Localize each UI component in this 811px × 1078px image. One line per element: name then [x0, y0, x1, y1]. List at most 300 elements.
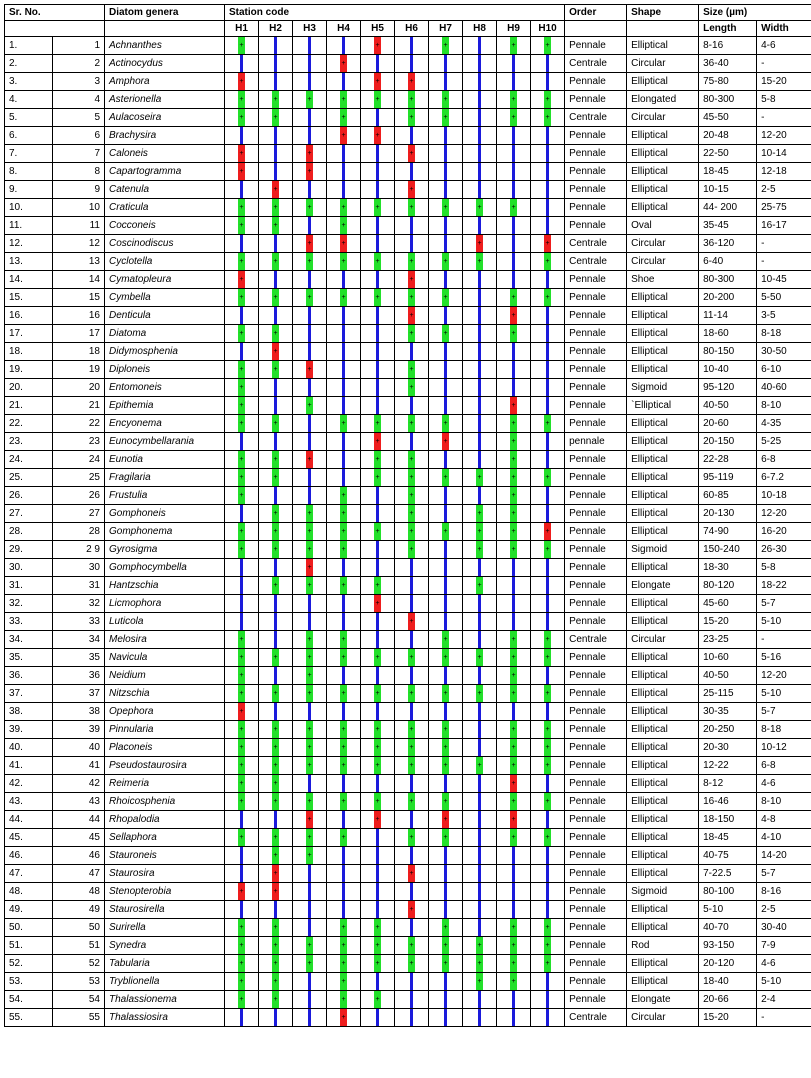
table-row — [5, 901, 811, 919]
station-cell-h4 — [327, 595, 361, 613]
width-cell: 8-10 — [757, 397, 811, 415]
present-mark: + — [340, 919, 347, 936]
station-cell-h8 — [463, 775, 497, 793]
station-cell-h4 — [327, 325, 361, 343]
serial-cell: 39 — [53, 721, 105, 739]
station-cell-h2 — [259, 307, 293, 325]
table-row — [5, 829, 811, 847]
station-cell-h9 — [497, 847, 531, 865]
present-mark: + — [442, 91, 449, 108]
width-cell: - — [757, 631, 811, 649]
station-line — [512, 361, 515, 378]
shape-cell: Sigmoid — [627, 541, 699, 559]
present-mark: + — [408, 325, 415, 342]
station-cell-h9 — [497, 703, 531, 721]
present-mark: + — [272, 361, 279, 378]
table-row — [5, 379, 811, 397]
genus-cell: Rhoicosphenia — [105, 793, 225, 811]
station-cell-h2 — [259, 631, 293, 649]
station-line — [342, 397, 345, 414]
present-mark: + — [442, 739, 449, 756]
width-cell: 4-6 — [757, 37, 811, 55]
station-line — [342, 271, 345, 288]
genus-cell: Cymatopleura — [105, 271, 225, 289]
station-line — [240, 865, 243, 882]
serial-cell: 27 — [53, 505, 105, 523]
station-cell-h8 — [463, 703, 497, 721]
station-cell-h8 — [463, 325, 497, 343]
width-cell: 6-7.2 — [757, 469, 811, 487]
station-line — [410, 37, 413, 54]
sr-no-cell: 35. — [5, 649, 53, 667]
present-mark: + — [476, 757, 483, 774]
present-mark: + — [306, 253, 313, 270]
station-cell-h4 — [327, 955, 361, 973]
present-mark: + — [408, 739, 415, 756]
station-line — [546, 343, 549, 360]
station-cell-h7 — [429, 91, 463, 109]
station-line — [546, 883, 549, 900]
sr-no-cell: 41. — [5, 757, 53, 775]
station-line — [478, 109, 481, 126]
station-cell-h7 — [429, 937, 463, 955]
station-line — [376, 973, 379, 990]
sr-no-cell: 43. — [5, 793, 53, 811]
order-cell: Pennale — [565, 415, 627, 433]
station-cell-h10 — [531, 559, 565, 577]
station-cell-h1 — [225, 631, 259, 649]
order-cell: Pennale — [565, 937, 627, 955]
station-cell-h2 — [259, 793, 293, 811]
present-mark: + — [544, 955, 551, 972]
station-cell-h7 — [429, 577, 463, 595]
length-cell: 20-66 — [699, 991, 757, 1009]
station-cell-h3 — [293, 595, 327, 613]
station-line — [342, 667, 345, 684]
station-cell-h2 — [259, 865, 293, 883]
present-mark: + — [408, 109, 415, 126]
width-cell: 14-20 — [757, 847, 811, 865]
dominant-mark: + — [374, 595, 381, 612]
present-mark: + — [272, 415, 279, 432]
serial-cell: 41 — [53, 757, 105, 775]
station-cell-h10 — [531, 721, 565, 739]
present-mark: + — [272, 253, 279, 270]
genus-cell: Staurosira — [105, 865, 225, 883]
station-line — [410, 217, 413, 234]
width-cell: 8-18 — [757, 325, 811, 343]
station-line — [478, 847, 481, 864]
station-cell-h7 — [429, 595, 463, 613]
sr-no-cell: 42. — [5, 775, 53, 793]
station-cell-h7 — [429, 793, 463, 811]
present-mark: + — [510, 829, 517, 846]
station-line — [478, 739, 481, 756]
station-cell-h1 — [225, 397, 259, 415]
table-row — [5, 91, 811, 109]
station-code-header: Station code — [225, 5, 565, 21]
present-mark: + — [476, 541, 483, 558]
sr-no-cell: 12. — [5, 235, 53, 253]
station-cell-h2 — [259, 505, 293, 523]
station-cell-h1 — [225, 181, 259, 199]
present-mark: + — [340, 487, 347, 504]
station-line — [410, 127, 413, 144]
length-cell: 80-120 — [699, 577, 757, 595]
station-cell-h4 — [327, 901, 361, 919]
station-cell-h8 — [463, 379, 497, 397]
station-line — [478, 721, 481, 738]
station-cell-h8 — [463, 487, 497, 505]
present-mark: + — [476, 505, 483, 522]
station-line — [546, 451, 549, 468]
table-row — [5, 307, 811, 325]
sr-no-cell: 15. — [5, 289, 53, 307]
station-cell-h9 — [497, 253, 531, 271]
genus-cell: Diploneis — [105, 361, 225, 379]
dominant-mark: + — [510, 307, 517, 324]
station-cell-h10 — [531, 271, 565, 289]
station-cell-h8 — [463, 649, 497, 667]
serial-cell: 48 — [53, 883, 105, 901]
order-cell: Pennale — [565, 883, 627, 901]
present-mark: + — [510, 469, 517, 486]
serial-cell: 11 — [53, 217, 105, 235]
station-cell-h5 — [361, 325, 395, 343]
station-cell-h3 — [293, 703, 327, 721]
station-cell-h3 — [293, 451, 327, 469]
serial-cell: 30 — [53, 559, 105, 577]
genus-cell: Surirella — [105, 919, 225, 937]
station-cell-h9 — [497, 289, 531, 307]
station-cell-h7 — [429, 757, 463, 775]
dominant-mark: + — [238, 73, 245, 90]
present-mark: + — [408, 199, 415, 216]
station-cell-h9 — [497, 487, 531, 505]
station-cell-h2 — [259, 163, 293, 181]
table-row — [5, 775, 811, 793]
station-cell-h7 — [429, 199, 463, 217]
station-cell-h6 — [395, 145, 429, 163]
station-cell-h8 — [463, 73, 497, 91]
present-mark: + — [306, 397, 313, 414]
station-line — [274, 73, 277, 90]
station-cell-h7 — [429, 55, 463, 73]
shape-cell: Elliptical — [627, 847, 699, 865]
station-cell-h10 — [531, 865, 565, 883]
present-mark: + — [544, 631, 551, 648]
station-cell-h4 — [327, 541, 361, 559]
present-mark: + — [272, 721, 279, 738]
dominant-mark: + — [476, 235, 483, 252]
station-line — [478, 163, 481, 180]
genus-cell: Pinnularia — [105, 721, 225, 739]
order-header-blank — [565, 21, 627, 37]
station-line — [376, 847, 379, 864]
station-cell-h10 — [531, 379, 565, 397]
table-row — [5, 253, 811, 271]
station-cell-h1 — [225, 217, 259, 235]
present-mark: + — [476, 469, 483, 486]
station-line — [512, 55, 515, 72]
present-mark: + — [238, 955, 245, 972]
station-line — [512, 991, 515, 1008]
station-cell-h7 — [429, 145, 463, 163]
station-cell-h4 — [327, 559, 361, 577]
station-line — [274, 595, 277, 612]
station-cell-h6 — [395, 181, 429, 199]
station-line — [274, 631, 277, 648]
station-cell-h2 — [259, 397, 293, 415]
station-cell-h5 — [361, 847, 395, 865]
diatom-table — [4, 4, 811, 1027]
station-cell-h10 — [531, 469, 565, 487]
station-cell-h2 — [259, 901, 293, 919]
station-line — [342, 379, 345, 396]
station-cell-h3 — [293, 145, 327, 163]
station-line — [512, 703, 515, 720]
present-mark: + — [442, 37, 449, 54]
present-mark: + — [374, 739, 381, 756]
station-cell-h7 — [429, 523, 463, 541]
genus-cell: Caloneis — [105, 145, 225, 163]
station-line — [444, 775, 447, 792]
present-mark: + — [340, 829, 347, 846]
present-mark: + — [408, 541, 415, 558]
serial-cell: 49 — [53, 901, 105, 919]
table-row — [5, 217, 811, 235]
serial-cell: 22 — [53, 415, 105, 433]
length-cell: 8-12 — [699, 775, 757, 793]
shape-cell: Circular — [627, 253, 699, 271]
present-mark: + — [272, 829, 279, 846]
shape-cell: Elliptical — [627, 469, 699, 487]
table-row — [5, 811, 811, 829]
sr-no-cell: 47. — [5, 865, 53, 883]
length-cell: 40-50 — [699, 397, 757, 415]
present-mark: + — [442, 415, 449, 432]
present-mark: + — [544, 739, 551, 756]
shape-cell: Elliptical — [627, 595, 699, 613]
station-line — [240, 577, 243, 594]
station-line — [478, 1009, 481, 1026]
station-cell-h9 — [497, 523, 531, 541]
station-cell-h10 — [531, 415, 565, 433]
station-cell-h6 — [395, 1009, 429, 1027]
station-line — [376, 163, 379, 180]
order-cell: Pennale — [565, 523, 627, 541]
station-cell-h7 — [429, 829, 463, 847]
station-cell-h10 — [531, 199, 565, 217]
station-cell-h3 — [293, 379, 327, 397]
sr-no-cell: 52. — [5, 955, 53, 973]
station-cell-h4 — [327, 55, 361, 73]
station-cell-h6 — [395, 577, 429, 595]
shape-cell: Elliptical — [627, 955, 699, 973]
station-line — [410, 991, 413, 1008]
sr-no-cell: 44. — [5, 811, 53, 829]
station-cell-h4 — [327, 793, 361, 811]
present-mark: + — [442, 199, 449, 216]
present-mark: + — [510, 505, 517, 522]
station-cell-h7 — [429, 613, 463, 631]
station-cell-h1 — [225, 829, 259, 847]
width-cell: - — [757, 253, 811, 271]
station-cell-h9 — [497, 379, 531, 397]
station-line — [546, 487, 549, 504]
station-cell-h5 — [361, 721, 395, 739]
station-cell-h4 — [327, 235, 361, 253]
station-cell-h5 — [361, 163, 395, 181]
station-cell-h6 — [395, 451, 429, 469]
station-header-h7: H7 — [429, 21, 463, 37]
present-mark: + — [544, 37, 551, 54]
present-mark: + — [476, 199, 483, 216]
length-cell: 18-45 — [699, 829, 757, 847]
station-cell-h10 — [531, 991, 565, 1009]
width-header: Width — [757, 21, 811, 37]
order-cell: Pennale — [565, 955, 627, 973]
genus-cell: Denticula — [105, 307, 225, 325]
present-mark: + — [272, 739, 279, 756]
station-cell-h1 — [225, 667, 259, 685]
station-cell-h3 — [293, 721, 327, 739]
station-cell-h8 — [463, 847, 497, 865]
station-cell-h2 — [259, 577, 293, 595]
station-line — [240, 235, 243, 252]
station-cell-h10 — [531, 433, 565, 451]
station-line — [342, 865, 345, 882]
station-cell-h4 — [327, 685, 361, 703]
station-cell-h3 — [293, 91, 327, 109]
station-cell-h2 — [259, 991, 293, 1009]
shape-cell: Circular — [627, 109, 699, 127]
present-mark: + — [374, 955, 381, 972]
station-line — [308, 901, 311, 918]
station-cell-h10 — [531, 613, 565, 631]
genus-cell: Gomphoneis — [105, 505, 225, 523]
present-mark: + — [374, 577, 381, 594]
station-cell-h7 — [429, 325, 463, 343]
station-line — [308, 973, 311, 990]
present-mark: + — [272, 577, 279, 594]
station-cell-h1 — [225, 919, 259, 937]
station-line — [274, 397, 277, 414]
sr-no-cell: 26. — [5, 487, 53, 505]
order-cell: Centrale — [565, 235, 627, 253]
width-cell: 30-40 — [757, 919, 811, 937]
present-mark: + — [510, 325, 517, 342]
station-line — [240, 343, 243, 360]
serial-cell: 55 — [53, 1009, 105, 1027]
station-cell-h5 — [361, 577, 395, 595]
station-cell-h10 — [531, 739, 565, 757]
order-cell: Pennale — [565, 703, 627, 721]
station-cell-h4 — [327, 847, 361, 865]
station-cell-h5 — [361, 343, 395, 361]
station-cell-h5 — [361, 487, 395, 505]
present-mark: + — [374, 793, 381, 810]
table-row — [5, 235, 811, 253]
station-cell-h2 — [259, 1009, 293, 1027]
serial-cell: 7 — [53, 145, 105, 163]
sr-no-cell: 8. — [5, 163, 53, 181]
station-line — [444, 487, 447, 504]
station-line — [410, 163, 413, 180]
present-mark: + — [374, 469, 381, 486]
dominant-mark: + — [408, 271, 415, 288]
station-line — [376, 505, 379, 522]
present-mark: + — [238, 325, 245, 342]
station-line — [444, 883, 447, 900]
station-cell-h10 — [531, 685, 565, 703]
present-mark: + — [544, 253, 551, 270]
station-cell-h3 — [293, 253, 327, 271]
station-line — [240, 901, 243, 918]
station-cell-h3 — [293, 127, 327, 145]
station-cell-h5 — [361, 415, 395, 433]
station-line — [478, 991, 481, 1008]
shape-cell: Circular — [627, 1009, 699, 1027]
station-cell-h8 — [463, 955, 497, 973]
table-row — [5, 613, 811, 631]
dominant-mark: + — [374, 73, 381, 90]
station-cell-h8 — [463, 559, 497, 577]
station-cell-h3 — [293, 505, 327, 523]
station-cell-h4 — [327, 829, 361, 847]
width-cell: - — [757, 109, 811, 127]
table-row — [5, 487, 811, 505]
order-cell: Pennale — [565, 757, 627, 775]
station-cell-h5 — [361, 127, 395, 145]
sr-no-cell: 10. — [5, 199, 53, 217]
station-cell-h6 — [395, 505, 429, 523]
present-mark: + — [340, 757, 347, 774]
genus-cell: Neidium — [105, 667, 225, 685]
present-mark: + — [340, 721, 347, 738]
station-cell-h7 — [429, 217, 463, 235]
shape-cell: Elongate — [627, 991, 699, 1009]
dominant-mark: + — [510, 397, 517, 414]
station-line — [546, 397, 549, 414]
shape-cell: Elliptical — [627, 523, 699, 541]
station-cell-h8 — [463, 451, 497, 469]
station-cell-h7 — [429, 451, 463, 469]
station-cell-h9 — [497, 721, 531, 739]
serial-cell: 2 — [53, 55, 105, 73]
length-cell: 44- 200 — [699, 199, 757, 217]
station-cell-h6 — [395, 793, 429, 811]
dominant-mark: + — [408, 613, 415, 630]
dominant-mark: + — [272, 883, 279, 900]
station-cell-h8 — [463, 919, 497, 937]
station-cell-h8 — [463, 235, 497, 253]
width-cell: 5-7 — [757, 703, 811, 721]
width-cell: 26-30 — [757, 541, 811, 559]
present-mark: + — [340, 199, 347, 216]
station-cell-h8 — [463, 415, 497, 433]
present-mark: + — [408, 91, 415, 108]
sr-no-cell: 32. — [5, 595, 53, 613]
shape-cell: Elliptical — [627, 361, 699, 379]
station-cell-h10 — [531, 361, 565, 379]
station-cell-h9 — [497, 343, 531, 361]
station-cell-h5 — [361, 271, 395, 289]
station-cell-h5 — [361, 973, 395, 991]
present-mark: + — [340, 541, 347, 558]
station-line — [274, 127, 277, 144]
station-cell-h4 — [327, 91, 361, 109]
